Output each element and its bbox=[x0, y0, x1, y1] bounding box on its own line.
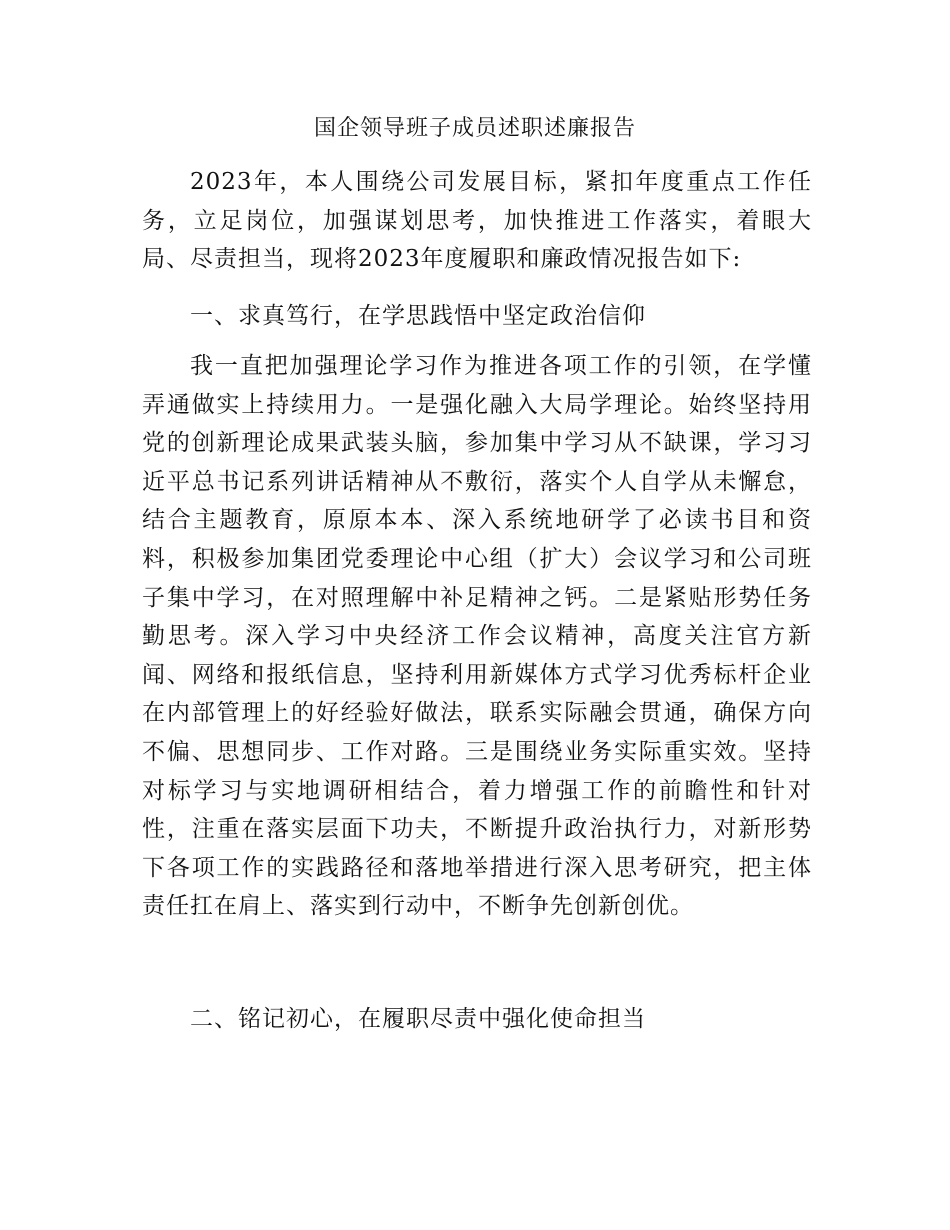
section-heading-1: 一、求真笃行，在学思践悟中坚定政治信仰 bbox=[190, 303, 646, 329]
section-paragraph-1: 我一直把加强理论学习作为推进各项工作的引领，在学懂弄通做实上持续用力。一是强化融入大局学理论。始终坚持用党的创新理论成果武装头脑，参加集中学习从不缺课，学习习近平总书记系列讲话精神从不敷衍，落实个人自学从未懈怠，结合主题教育，原原本本、深入系统地研学了必读书目和资料，积极参加集团党委理论中心组（扩大）会议学习和公司班子集中学习，在对照理解中补足精神之钙。二是紧贴形势任务勤思考。深入学习中央经济工作会议精神，高度关注官方新闻、网络和报纸信息，坚持利用新媒体方式学习优秀标杆企业在内部管理上的好经验好做法，联系实际融会贯通，确保方向不偏、思想同步、工作对路。三是围绕业务实际重实效。坚持对标学习与实地调研相结合，着力增强工作的前瞻性和针对性，注重在落实层面下功夫，不断提升政治执行力，对新形势下各项工作的实践路径和落地举措进行深入思考研究，把主体责任扛在肩上、落实到行动中，不断争先创新创优。 bbox=[142, 353, 812, 920]
section-heading-2: 二、铭记初心，在履职尽责中强化使命担当 bbox=[190, 1006, 646, 1032]
intro-paragraph: 2023年，本人围绕公司发展目标，紧扣年度重点工作任务，立足岗位，加强谋划思考，加快推进工作落实，着眼大局、尽责担当，现将2023年度履职和廉政情况报告如下: bbox=[142, 169, 812, 273]
document-title: 国企领导班子成员述职述廉报告 bbox=[313, 116, 636, 141]
